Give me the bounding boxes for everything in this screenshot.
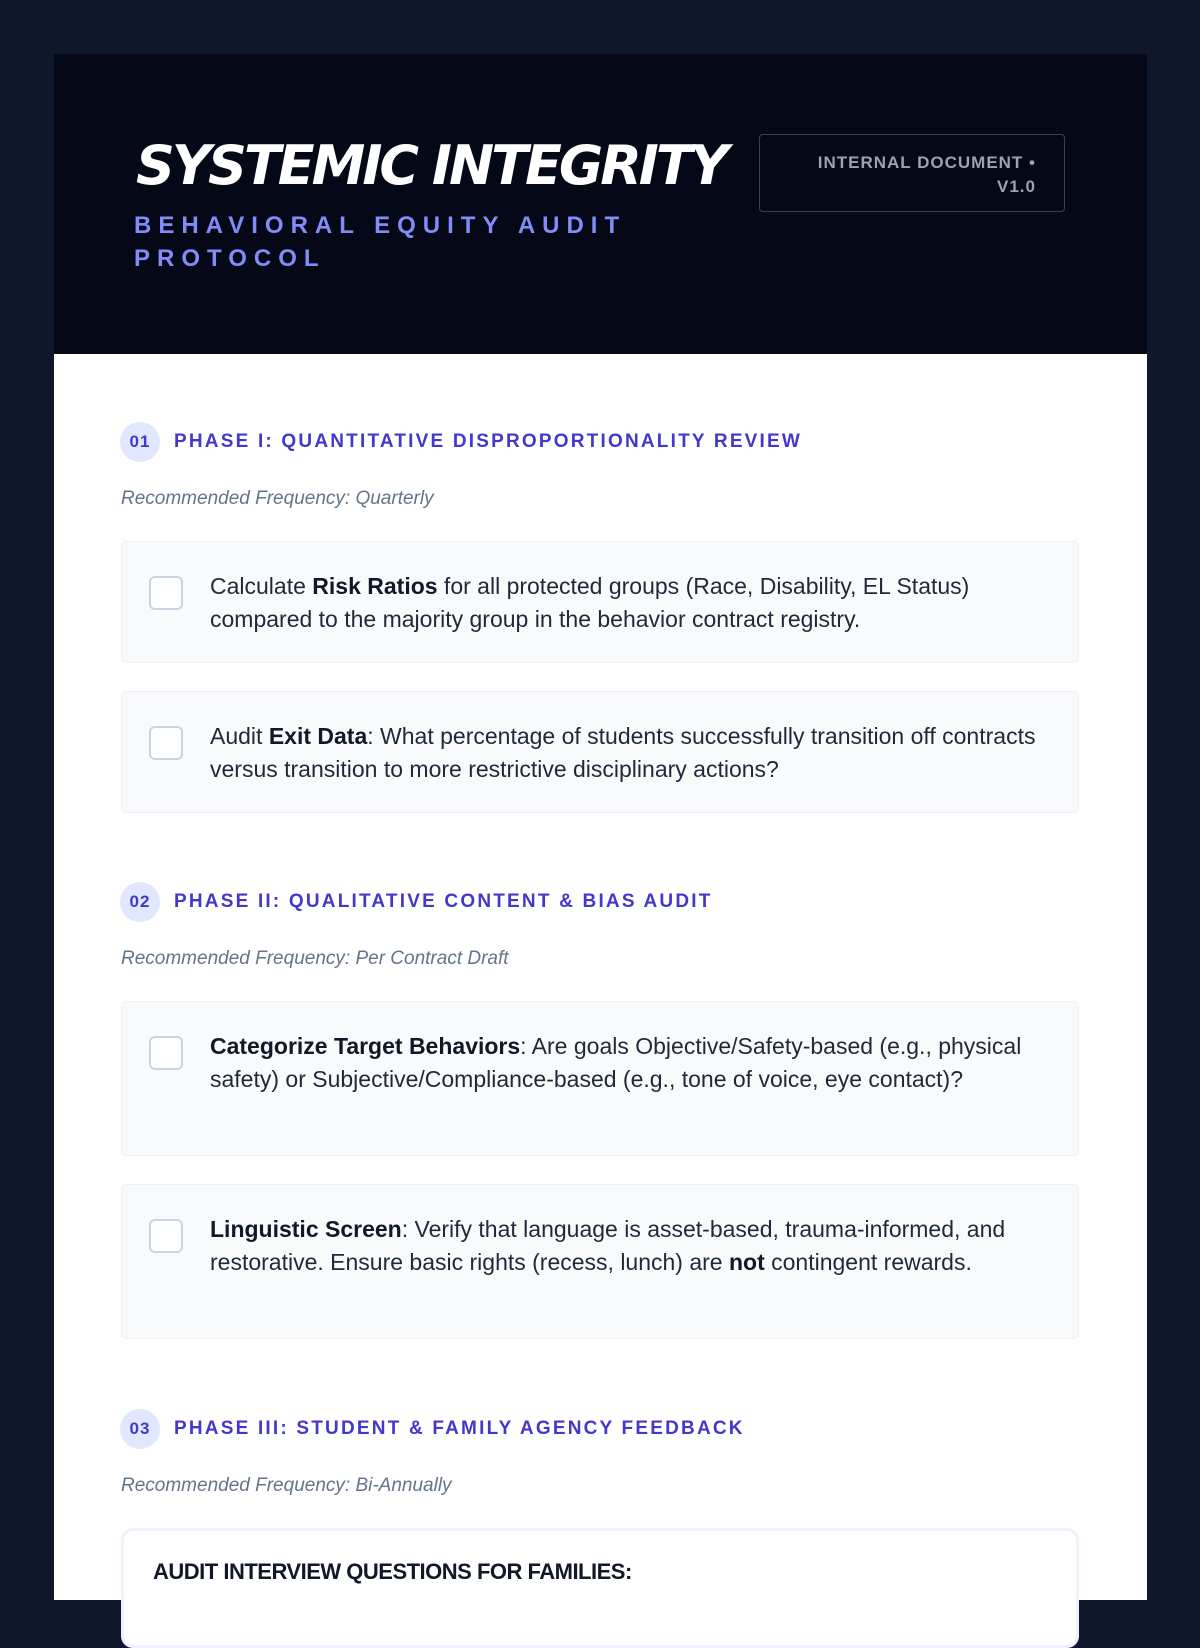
- item-text-segment: contingent rewards.: [764, 1249, 972, 1275]
- checklist-item-text: [210, 1030, 1050, 1096]
- audit-document: [54, 54, 1147, 1600]
- checklist-item: [121, 541, 1079, 663]
- item-text-segment: : Are goals Objective/Safety-based (e.g., physical safety) or Subjective/Compliance-based (e.g., tone of voice, eye contact)?: [210, 1033, 1022, 1092]
- phase-3-header: [120, 1409, 745, 1449]
- phase-frequency: Recommended Frequency: Bi-Annually: [121, 1475, 452, 1496]
- item-text-emphasis: Risk Ratios: [312, 573, 438, 599]
- checklist-checkbox[interactable]: [149, 576, 183, 610]
- item-text-emphasis: Categorize Target Behaviors: [210, 1033, 521, 1059]
- phase-frequency: Recommended Frequency: Quarterly: [121, 488, 434, 509]
- checklist-item-text: [210, 1213, 1050, 1279]
- phase-frequency: Recommended Frequency: Per Contract Draft: [121, 948, 509, 969]
- item-text-segment: for all protected groups (Race, Disability, EL Status) compared to the majority group in the behavior contract registry.: [210, 573, 970, 632]
- document-version-badge: INTERNAL DOCUMENT • V1.0: [759, 134, 1065, 212]
- document-title: SYSTEMIC INTEGRITY: [136, 134, 726, 197]
- phase-number-badge: 01: [120, 422, 160, 462]
- checklist-checkbox[interactable]: [149, 1219, 183, 1253]
- item-text-segment: Audit: [210, 723, 269, 749]
- phase-title: PHASE I: QUANTITATIVE DISPROPORTIONALITY REVIEW: [174, 431, 803, 452]
- phase-number-badge: 03: [120, 1409, 160, 1449]
- phase-1-header: [120, 422, 802, 462]
- item-text-emphasis: not: [728, 1249, 765, 1275]
- checklist-item: [121, 1001, 1079, 1156]
- checklist-checkbox[interactable]: [149, 726, 183, 760]
- document-header: [54, 54, 1147, 354]
- family-questions-title: AUDIT INTERVIEW QUESTIONS FOR FAMILIES:: [153, 1559, 632, 1584]
- checklist-item-text: [210, 720, 1050, 786]
- family-questions-box: [121, 1528, 1079, 1648]
- phase-title: PHASE III: STUDENT & FAMILY AGENCY FEEDBACK: [174, 1418, 745, 1439]
- phase-title: PHASE II: QUALITATIVE CONTENT & BIAS AUDIT: [174, 891, 713, 912]
- item-text-segment: : Verify that language is asset-based, trauma-informed, and restorative. Ensure basic rights (recess, lunch) are: [210, 1216, 1006, 1275]
- item-text-emphasis: Linguistic Screen: [210, 1216, 402, 1242]
- document-subtitle: BEHAVIORAL EQUITY AUDIT PROTOCOL: [134, 212, 627, 272]
- item-text-segment: : What percentage of students successfully transition off contracts versus transition to more restrictive disciplinary actions?: [210, 723, 1036, 782]
- phase-2-header: [120, 882, 713, 922]
- checklist-checkbox[interactable]: [149, 1036, 183, 1070]
- checklist-item: [121, 1184, 1079, 1339]
- checklist-item-text: [210, 570, 1050, 636]
- phase-number-badge: 02: [120, 882, 160, 922]
- item-text-segment: Calculate: [210, 573, 313, 599]
- item-text-emphasis: Exit Data: [268, 723, 368, 749]
- checklist-item: [121, 691, 1079, 813]
